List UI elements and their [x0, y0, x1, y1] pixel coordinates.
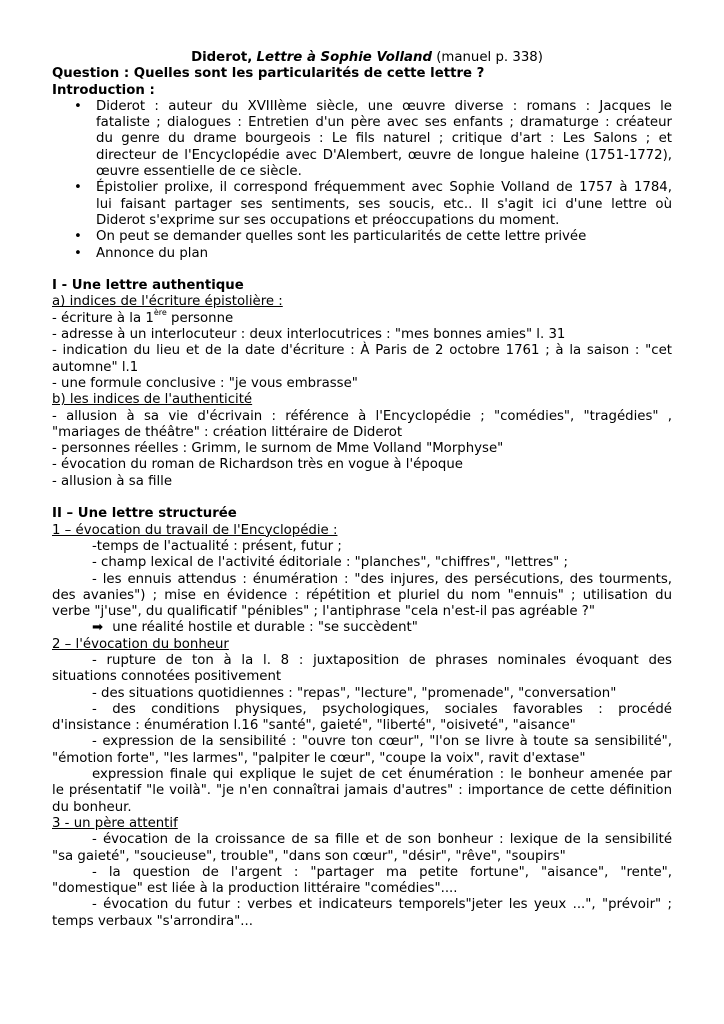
title-work: Lettre à Sophie Volland: [256, 50, 432, 65]
introduction-list: [52, 99, 672, 262]
section-2-1-line: -temps de l'actualité : présent, futur ;: [92, 538, 342, 554]
section-1a-line: - indication du lieu et de la date d'écriture : À Paris de 2 octobre 1761 ; à la saison : "cet: [52, 343, 672, 359]
section-1b-line: - personnes réelles : Grimm, le surnom de Mme Volland "Morphyse": [52, 441, 504, 457]
intro-text: lui faisant partager ses sentiments, ses soucis, etc.. Il s'agit ici d'une lettre où: [96, 196, 672, 212]
section-1a-heading: a) indices de l'écriture épistolière :: [52, 294, 283, 310]
intro-bullet-2: [52, 180, 672, 229]
text: - écriture à la 1: [52, 310, 154, 326]
document-title: [52, 50, 672, 66]
part-1-heading: I - Une lettre authentique: [52, 278, 244, 294]
section-2-3-line: - évocation du futur : verbes et indicateurs temporels"jeter les yeux ...", "prévoir" ;: [92, 897, 672, 913]
introduction-heading: Introduction :: [52, 82, 155, 98]
section-2-2-line: "émotion forte", "les larmes", "palpiter le cœur", "coupe la voix", ravit d'extase": [52, 750, 586, 766]
section-2-3-line: "domestique" est liée à la production littéraire "comédies"....: [52, 881, 458, 897]
text: personne: [166, 310, 234, 326]
intro-bullet-1: [52, 99, 672, 180]
section-2-3-line: - évocation de la croissance de sa fille et de son bonheur : lexique de la sensibilité: [92, 832, 672, 848]
intro-text: directeur de l'Encyclopédie avec D'Alembert, œuvre de longue haleine (1751-1772),: [96, 147, 672, 163]
intro-text: • Épistolier prolixe, il correspond fréquemment avec Sophie Volland de 1757 à 1784,: [96, 180, 672, 196]
section-2-1-line: - champ lexical de l'activité éditoriale : "planches", "chiffres", "lettres" ;: [92, 555, 568, 571]
document-page: [52, 50, 672, 930]
intro-text: • Diderot : auteur du XVIIIème siècle, une œuvre diverse : romans : Jacques le: [96, 98, 672, 114]
section-1a-line: - adresse à un interlocuteur : deux interlocutrices : "mes bonnes amies" l. 31: [52, 327, 566, 343]
section-1b-line: - allusion à sa vie d'écrivain : référence à l'Encyclopédie ; "comédies", "tragédies" ,: [52, 408, 672, 424]
section-2-1-line: - les ennuis attendus : énumération : "des injures, des persécutions, des tourments,: [92, 571, 672, 587]
section-2-2-heading: 2 – l'évocation du bonheur: [52, 636, 229, 652]
section-2-1-line: [52, 620, 672, 636]
intro-text: œuvre essentielle de ce siècle.: [96, 164, 302, 180]
title-reference: (manuel p. 338): [436, 50, 543, 65]
text: une réalité hostile et durable : "se succèdent": [108, 620, 418, 636]
title-author: Diderot,: [191, 50, 253, 65]
intro-text: • On peut se demander quelles sont les particularités de cette lettre privée: [96, 229, 587, 245]
section-2-3-line: temps verbaux "s'arrondira"...: [52, 913, 253, 929]
section-2-1-heading: 1 – évocation du travail de l'Encyclopédie :: [52, 522, 338, 538]
section-2-1-line: verbe "j'use", du qualificatif "pénibles" ; l'antiphrase "cela n'est-il pas agréable ?": [52, 604, 595, 620]
right-arrow-icon: ➡: [92, 620, 104, 636]
intro-text: du genre du drame bourgeois : Le fils naturel ; critique d'art : Les Salons ; et: [96, 131, 672, 147]
section-2-2-line: situations connotées positivement: [52, 669, 282, 685]
section-2-2-line: du bonheur.: [52, 799, 132, 815]
section-1b-line: - allusion à sa fille: [52, 473, 173, 489]
section-2-2-line: - rupture de ton à la l. 8 : juxtaposition de phrases nominales évoquant des: [92, 652, 672, 668]
section-2-3-line: - la question de l'argent : "partager ma petite fortune", "aisance", "rente",: [92, 864, 672, 880]
section-2-3-heading: 3 - un père attentif: [52, 815, 178, 831]
section-2-2-line: - des situations quotidiennes : "repas", "lecture", "promenade", "conversation": [92, 685, 617, 701]
section-2-1-line: des avanies") ; mise en évidence : répétition et pluriel du nom "ennuis" ; utilisation du: [52, 587, 672, 603]
section-2-2-line: expression finale qui explique le sujet de cet énumération : le bonheur amenée par: [92, 767, 672, 783]
section-1a-line: - une formule conclusive : "je vous embrasse": [52, 375, 358, 391]
part-2-heading: II – Une lettre structurée: [52, 506, 237, 522]
superscript: ère: [153, 307, 167, 317]
section-2-2-line: le présentatif "le voilà". "je n'en connaîtrai jamais d'autres" : importance de cette définition: [52, 783, 672, 799]
section-2-2-line: - des conditions physiques, psychologiques, sociales favorables : procédé: [92, 701, 672, 717]
section-2-2-line: - expression de la sensibilité : "ouvre ton cœur", "l'on se livre à toute sa sensibilité",: [92, 734, 672, 750]
intro-bullet-4: [52, 246, 672, 262]
section-1b-line: "mariages de théâtre" : création littéraire de Diderot: [52, 424, 403, 440]
question-heading: Question : Quelles sont les particularités de cette lettre ?: [52, 66, 485, 82]
section-1a-line: [52, 307, 672, 327]
intro-text: fataliste ; dialogues : Entretien d'un père avec ses enfants ; dramaturge : créateur: [96, 115, 672, 131]
intro-text: • Annonce du plan: [96, 245, 209, 261]
section-1b-heading: b) les indices de l'authenticité: [52, 392, 253, 408]
intro-text: Diderot s'exprime sur ses occupations et préoccupations du moment.: [96, 212, 560, 228]
section-2-3-line: "sa gaieté", "soucieuse", trouble", "dans son cœur", "désir", "rêve", "soupirs": [52, 848, 566, 864]
section-1b-line: - évocation du roman de Richardson très en vogue à l'époque: [52, 457, 463, 473]
section-1a-line: automne" l.1: [52, 359, 139, 375]
intro-bullet-3: [52, 229, 672, 245]
section-2-2-line: d'insistance : énumération l.16 "santé", gaieté", "liberté", "oisiveté", "aisance": [52, 718, 576, 734]
